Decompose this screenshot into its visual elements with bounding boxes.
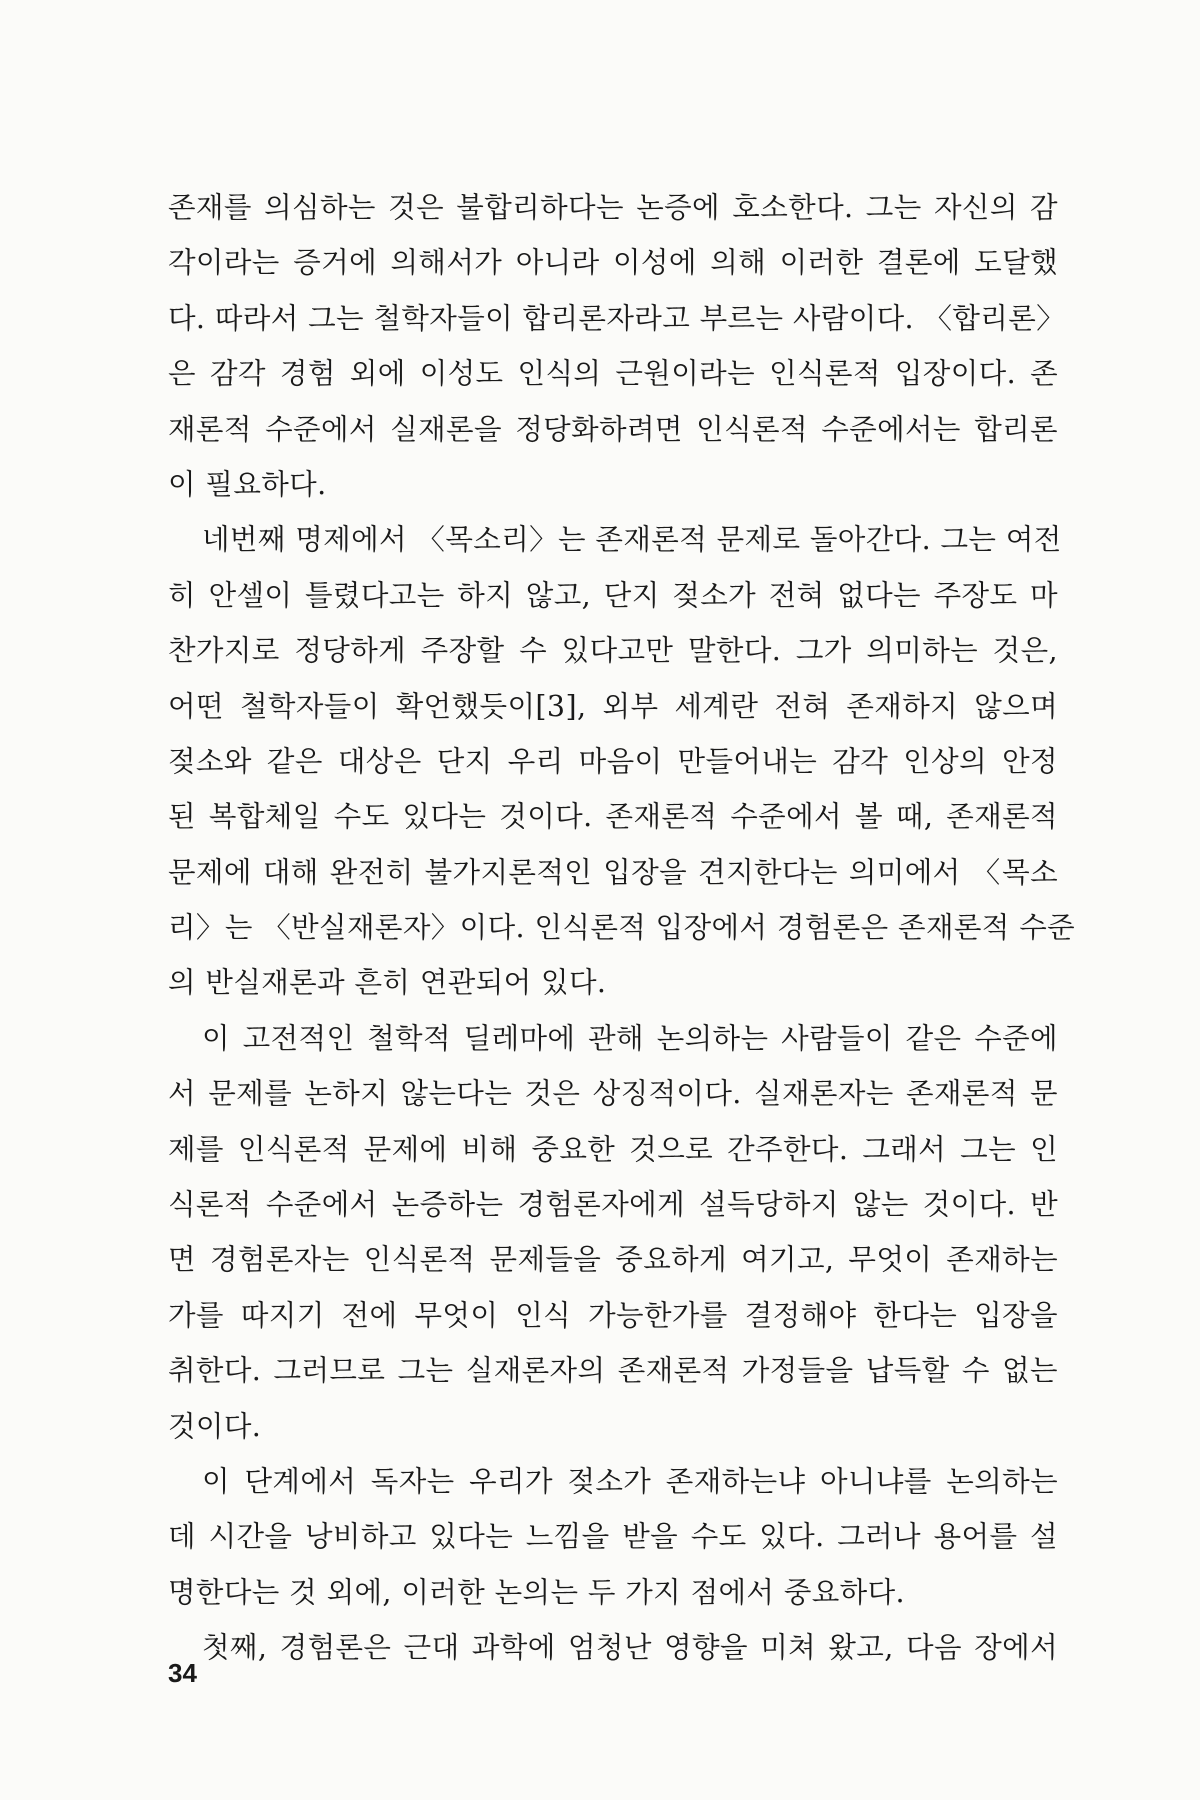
text-line: 이 필요하다. bbox=[168, 467, 327, 501]
paragraph-first-line: 첫째, 경험론은 근대 과학에 엄청난 영향을 미쳐 왔고, 다음 장에서 bbox=[202, 1631, 1058, 1665]
text-line: 찬가지로 정당하게 주장할 수 있다고만 말한다. 그가 의미하는 것은, bbox=[168, 634, 1058, 668]
text-line: 히 안셀이 틀렸다고는 하지 않고, 단지 젖소가 전혀 없다는 주장도 마 bbox=[168, 578, 1058, 612]
text-line: 의 반실재론과 흔히 연관되어 있다. bbox=[168, 966, 607, 1000]
body-text bbox=[168, 180, 1076, 1676]
paragraph-first-line: 이 단계에서 독자는 우리가 젖소가 존재하는냐 아니냐를 논의하는 bbox=[202, 1464, 1058, 1498]
text-line: 문제에 대해 완전히 불가지론적인 입장을 견지한다는 의미에서 〈목소 bbox=[168, 855, 1058, 889]
text-line: 면 경험론자는 인식론적 문제들을 중요하게 여기고, 무엇이 존재하는 bbox=[168, 1243, 1058, 1277]
text-line: 제를 인식론적 문제에 비해 중요한 것으로 간주한다. 그래서 그는 인 bbox=[168, 1132, 1058, 1166]
text-line: 어떤 철학자들이 확언했듯이[3], 외부 세계란 전혀 존재하지 않으며 bbox=[168, 689, 1058, 723]
text-line: 된 복합체일 수도 있다는 것이다. 존재론적 수준에서 볼 때, 존재론적 bbox=[168, 800, 1058, 834]
text-line: 존재를 의심하는 것은 불합리하다는 논증에 호소한다. 그는 자신의 감 bbox=[168, 191, 1058, 224]
text-line: 취한다. 그러므로 그는 실재론자의 존재론적 가정들을 납득할 수 없는 bbox=[168, 1354, 1058, 1388]
text-line: 각이라는 증거에 의해서가 아니라 이성에 의해 이러한 결론에 도달했 bbox=[168, 246, 1058, 280]
text-line: 것이다. bbox=[168, 1409, 262, 1443]
text-line: 다. 따라서 그는 철학자들이 합리론자라고 부르는 사람이다. 〈합리론〉 bbox=[168, 301, 1066, 335]
text-line: 가를 따지기 전에 무엇이 인식 가능한가를 결정해야 한다는 입장을 bbox=[168, 1298, 1058, 1332]
text-line: 리〉는 〈반실재론자〉이다. 인식론적 입장에서 경험론은 존재론적 수준 bbox=[168, 911, 1076, 945]
text-line: 식론적 수준에서 논증하는 경험론자에게 설득당하지 않는 것이다. 반 bbox=[168, 1188, 1058, 1222]
text-line: 데 시간을 낭비하고 있다는 느낌을 받을 수도 있다. 그러나 용어를 설 bbox=[168, 1520, 1058, 1554]
text-line: 은 감각 경험 외에 이성도 인식의 근원이라는 인식론적 입장이다. 존 bbox=[168, 357, 1058, 391]
page-number: 34 bbox=[168, 1658, 197, 1688]
text-line: 젖소와 같은 대상은 단지 우리 마음이 만들어내는 감각 인상의 안정 bbox=[168, 744, 1058, 778]
paragraph-first-line: 이 고전적인 철학적 딜레마에 관해 논의하는 사람들이 같은 수준에 bbox=[202, 1021, 1058, 1055]
text-line: 재론적 수준에서 실재론을 정당화하려면 인식론적 수준에서는 합리론 bbox=[168, 412, 1058, 446]
paragraph-first-line: 네번째 명제에서 〈목소리〉는 존재론적 문제로 돌아간다. 그는 여전 bbox=[202, 523, 1062, 557]
text-line: 명한다는 것 외에, 이러한 논의는 두 가지 점에서 중요하다. bbox=[168, 1575, 906, 1609]
text-line: 서 문제를 논하지 않는다는 것은 상징적이다. 실재론자는 존재론적 문 bbox=[168, 1077, 1058, 1111]
